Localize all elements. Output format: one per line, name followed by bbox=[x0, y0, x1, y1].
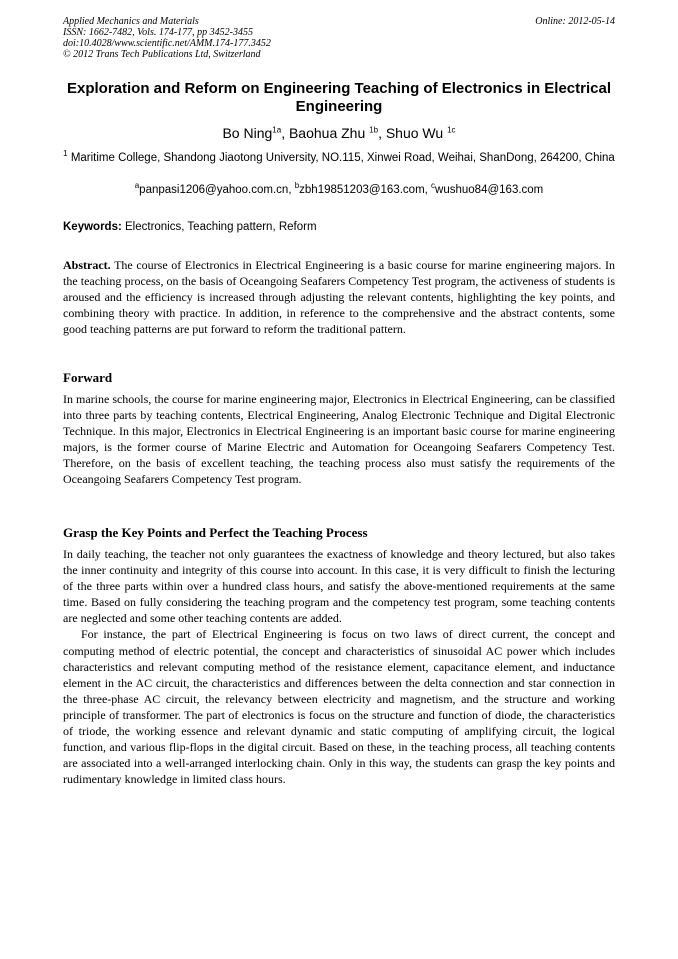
author-list: Bo Ning$^{1a}$, Baohua Zhu $^{1b}$, Shuo Wu $^{1c}$ bbox=[222, 125, 456, 141]
email-list: $^a$panpasi1206@yahoo.com.cn, $^b$zbh19851203@163.com, $^c$wushuo84@163.com bbox=[134, 181, 544, 196]
author-name: Shuo Wu bbox=[385, 125, 444, 141]
body-paragraph: For instance, the part of Electrical Engineering is focus on two laws of direct current, the concept and computing method of electric potential, the concept and characteristics of sinusoidal AC power which includes characteristics and relevant computing method of the resistance element, capacitance element, and inductance element in the AC circuit, the characteristics and differences between the delta connection and star connection in the three-phase AC circuit, the relevancy between electricity and magnetism, and the structure and working principle of transformer. The part of electronics is focus on the structure and function of diode, the characteristics of triode, the working essence and relevant dynamic and static computing of amplifying circuit, the logical function, and various flip-flops in the digital circuit. Based on these, in the teaching process, all teaching contents are associated into a well-arranged interlocking chain. Only in this way, the students can grasp the key points and rudimentary knowledge in limited class hours. bbox=[63, 627, 615, 787]
online-date: Online: 2012-05-14 bbox=[535, 16, 615, 27]
issn-line: ISSN: 1662-7482, Vols. 174-177, pp 3452-3455 bbox=[63, 27, 253, 38]
section-forward bbox=[63, 391, 615, 488]
keywords-label: Keywords: bbox=[63, 221, 122, 233]
affiliation-text: Maritime College, Shandong Jiaotong University, NO.115, Xinwei Road, Weihai, ShanDong, 264200, China bbox=[70, 152, 615, 164]
abstract-text: The course of Electronics in Electrical Engineering is a basic course for marine engineering majors. In the teaching process, on the basis of Oceangoing Seafarers Competency Test program, the activeness of students is aroused and the efficiency is increased through adjusting the relevant contents, highlighting the key points, and combining theory with practice. In addition, in reference to the comprehensive and the abstract contents, some good teaching patterns are put forward to reform the traditional pattern. bbox=[63, 258, 615, 337]
affiliation bbox=[63, 151, 615, 165]
paper-title: Exploration and Reform on Engineering Teaching of Electronics in Electrical Engineering bbox=[67, 80, 611, 115]
keywords-text: Electronics, Teaching pattern, Reform bbox=[125, 221, 317, 233]
copyright-line: © 2012 Trans Tech Publications Ltd, Switzerland bbox=[63, 49, 261, 60]
body-paragraph: In daily teaching, the teacher not only guarantees the exactness of knowledge and theory lectured, but also takes the inner continuity and integrity of this course into account. In this case, it is very difficult to finish the lecturing of the three parts within over a hundred class hours, and satisfy the above-mentioned requirements at the same time. Based on fully considering the teaching program and the competency test program, some teaching contents are neglected and some other teaching contents are added. bbox=[63, 547, 615, 626]
author-superscript: 1b bbox=[369, 125, 379, 135]
email-address[interactable]: zbh19851203@163.com bbox=[299, 184, 425, 196]
body-paragraph: In marine schools, the course for marine engineering major, Electronics in Electrical Engineering, can be classified into three parts by teaching contents, Electrical Engineering, Analog Electronic Technique and Digital Electronic Technique. In this major, Electronics in Electrical Engineering is an important basic course for marine engineering majors, is the former course of Marine Electric and Automation for Oceangoing Seafarers Competency Test. Therefore, on the basis of excellent teaching, the teaching process also must satisfy the requirements of the Oceangoing Seafarers Competency Test program. bbox=[63, 392, 615, 487]
email-superscript: b bbox=[294, 181, 300, 191]
email-superscript: a bbox=[134, 181, 140, 191]
section-heading-forward: Forward bbox=[63, 370, 113, 385]
section-heading-grasp: Grasp the Key Points and Perfect the Teaching Process bbox=[63, 525, 368, 540]
abstract-paragraph bbox=[63, 257, 615, 337]
author-superscript: 1a bbox=[272, 125, 282, 135]
author-name: Baohua Zhu bbox=[288, 125, 366, 141]
journal-header bbox=[63, 16, 615, 60]
author-superscript: 1c bbox=[447, 125, 456, 135]
section-grasp bbox=[63, 546, 615, 787]
keywords bbox=[63, 220, 615, 234]
journal-name: Applied Mechanics and Materials bbox=[63, 16, 199, 27]
doi-line: doi:10.4028/www.scientific.net/AMM.174-177.3452 bbox=[63, 38, 271, 49]
abstract-label: Abstract. bbox=[63, 258, 111, 272]
author-name: Bo Ning bbox=[222, 125, 273, 141]
email-address[interactable]: panpasi1206@yahoo.com.cn bbox=[139, 184, 289, 196]
email-address[interactable]: wushuo84@163.com bbox=[435, 184, 544, 196]
affiliation-superscript: 1 bbox=[63, 149, 68, 159]
email-superscript: c bbox=[431, 181, 436, 191]
abstract bbox=[63, 257, 615, 337]
